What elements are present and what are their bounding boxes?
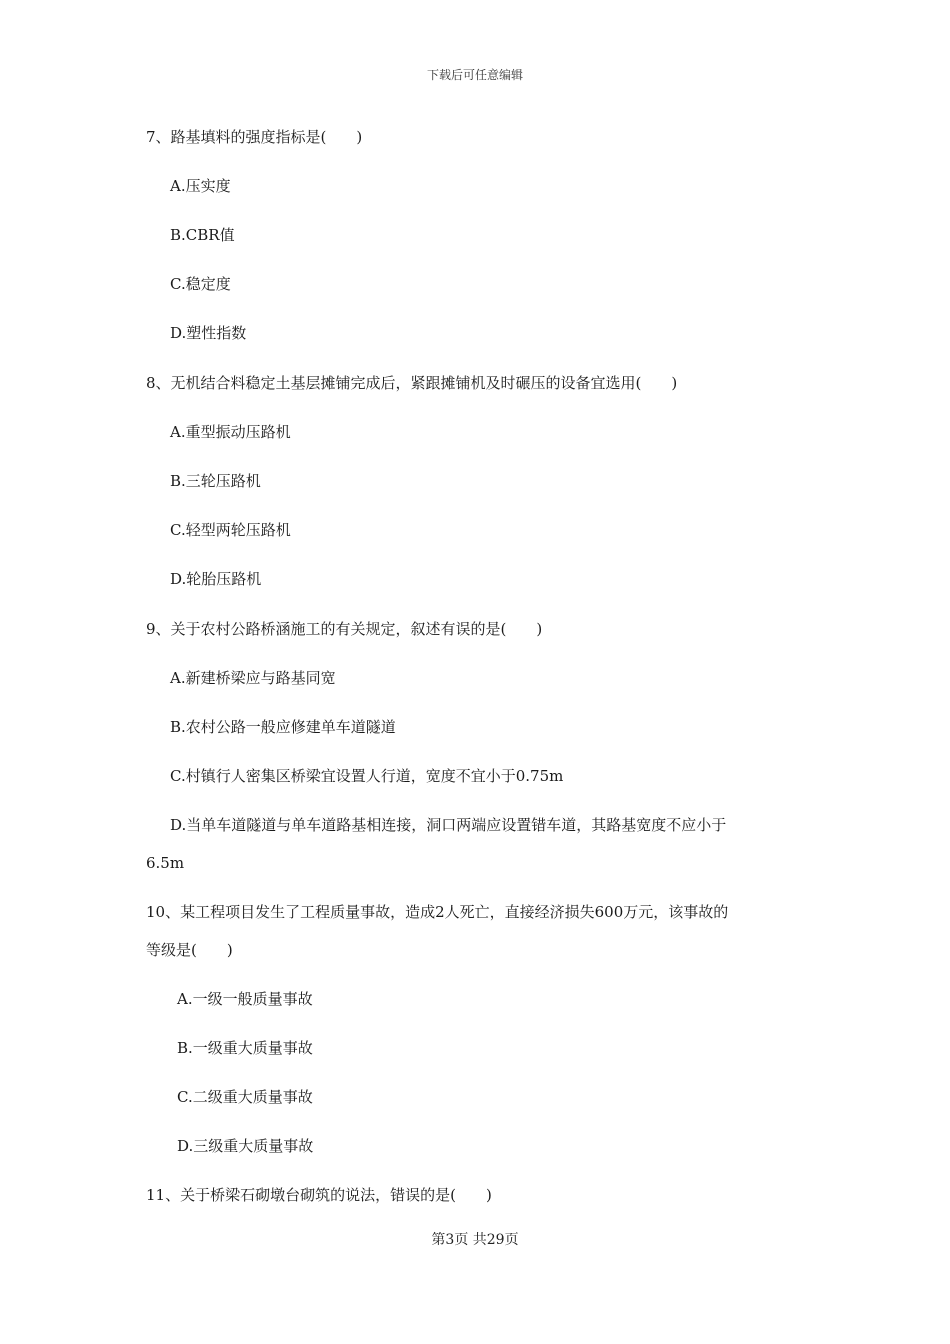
question-8-option-c: C.轻型两轮压路机 [170,521,291,539]
page-header: 下载后可任意编辑 [426,68,523,82]
question-10-stem-line-2: 等级是( ) [146,941,233,959]
question-9-option-d: D.当单车道隧道与单车道路基相连接，洞口两端应设置错车道，其路基宽度不应小于 [170,816,727,834]
question-10-stem-line-1: 10、某工程项目发生了工程质量事故，造成2人死亡，直接经济损失600万元，该事故的 [146,903,729,921]
question-7-option-b: B.CBR值 [170,226,235,244]
question-7-option-d: D.塑性指数 [170,324,247,342]
question-10-option-d: D.三级重大质量事故 [177,1137,314,1155]
question-9-stem: 9、关于农村公路桥涵施工的有关规定，叙述有误的是( ) [146,620,543,638]
question-8-option-a: A.重型振动压路机 [170,423,291,441]
question-7-stem: 7、路基填料的强度指标是( ) [146,128,363,146]
question-10-option-c: C.二级重大质量事故 [177,1088,313,1106]
question-9-option-b: B.农村公路一般应修建单车道隧道 [170,718,396,736]
question-9-option-d-continuation: 6.5m [146,854,185,872]
question-7-option-a: A.压实度 [170,177,231,195]
question-9-option-a: A.新建桥梁应与路基同宽 [170,669,336,687]
question-8-option-b: B.三轮压路机 [170,472,261,490]
question-9-option-c: C.村镇行人密集区桥梁宜设置人行道，宽度不宜小于0.75m [170,767,564,785]
question-10-option-a: A.一级一般质量事故 [177,990,313,1008]
page-footer: 第3页 共29页 [431,1232,519,1248]
question-8-option-d: D.轮胎压路机 [170,570,262,588]
question-11-stem: 11、关于桥梁石砌墩台砌筑的说法，错误的是( ) [146,1186,492,1204]
question-8-stem: 8、无机结合料稳定土基层摊铺完成后，紧跟摊铺机及时碾压的设备宜选用( ) [146,374,678,392]
question-7-option-c: C.稳定度 [170,275,231,293]
question-10-option-b: B.一级重大质量事故 [177,1039,313,1057]
